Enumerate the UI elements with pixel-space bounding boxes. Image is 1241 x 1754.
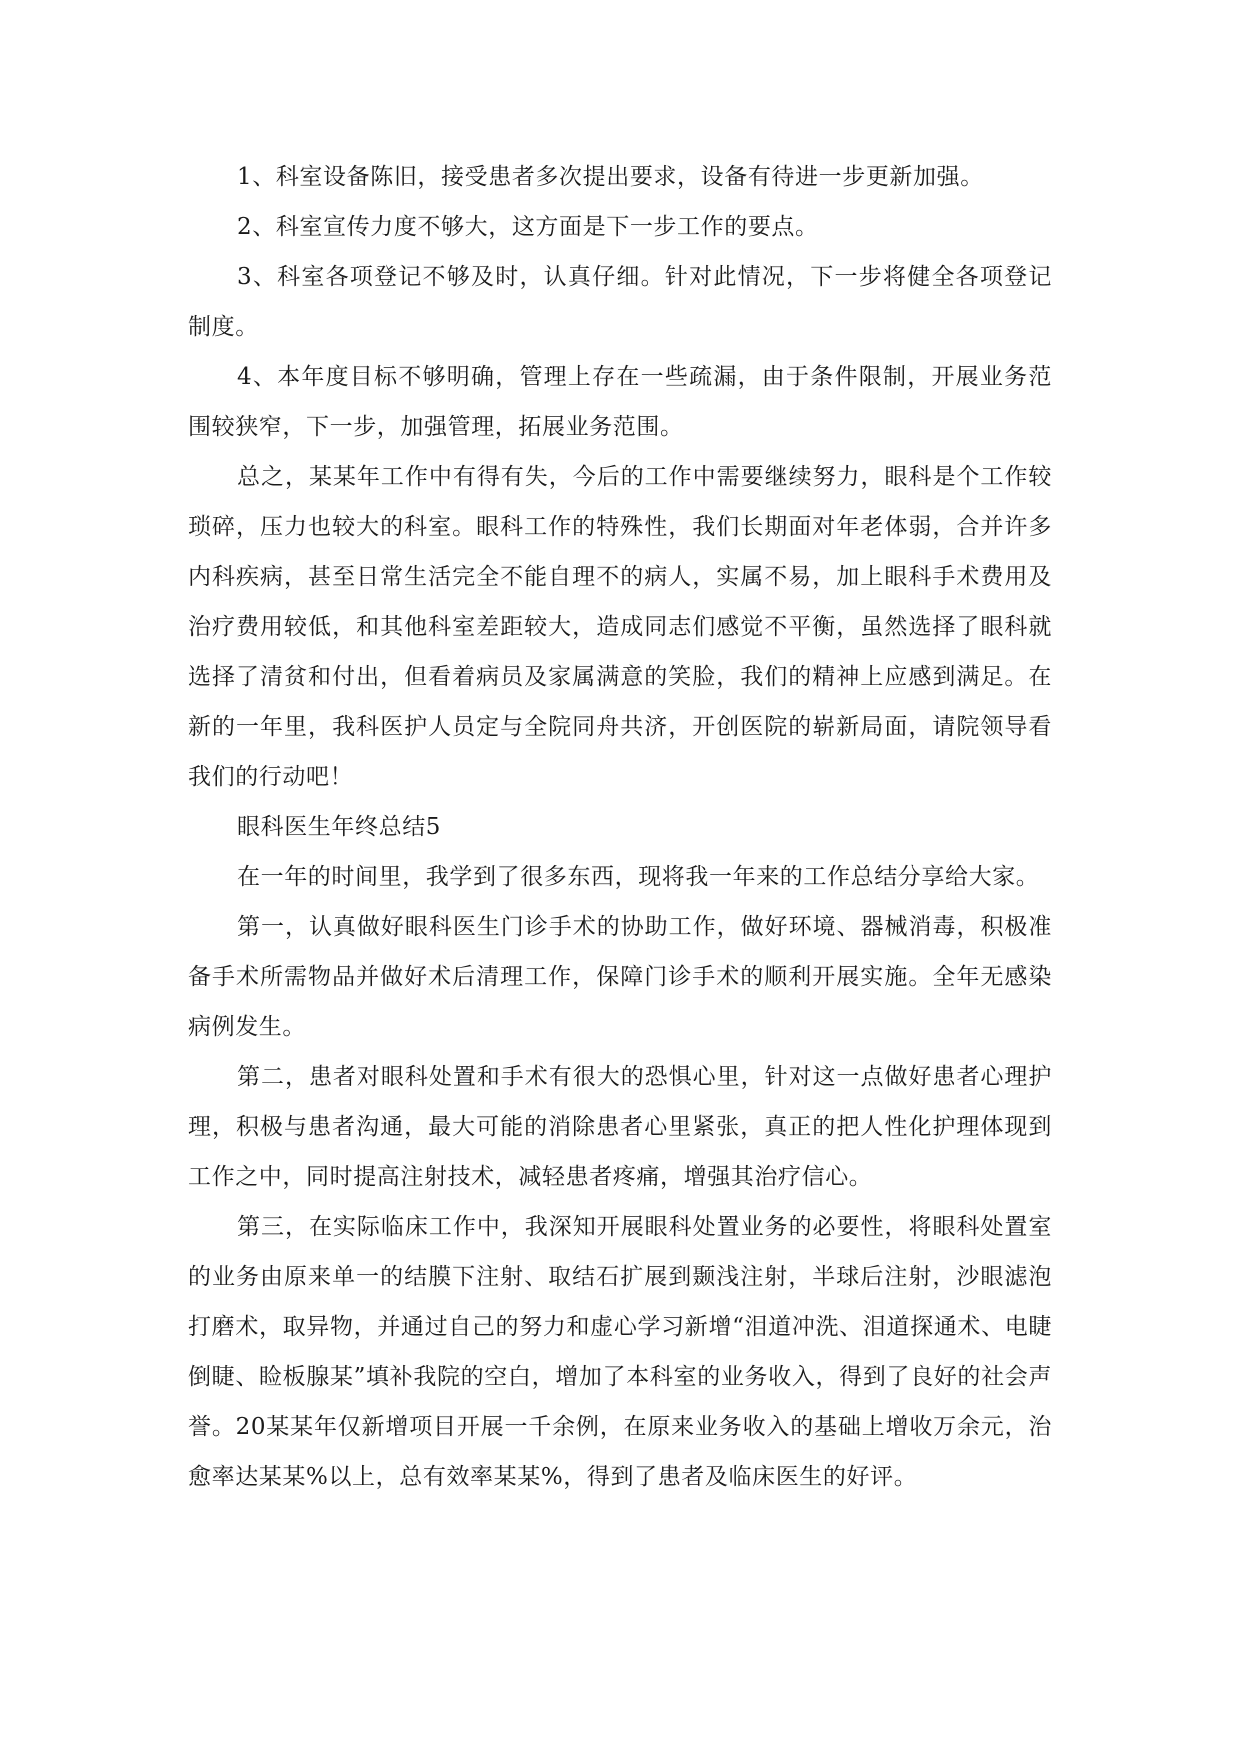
paragraph-intro: 在一年的时间里，我学到了很多东西，现将我一年来的工作总结分享给大家。 [237, 864, 1040, 890]
paragraph-first: 第一，认真做好眼科医生门诊手术的协助工作，做好环境、器械消毒，积极准备手术所需物品并做好术后清理工作，保障门诊手术的顺利开展实施。全年无感染病例发生。 [188, 914, 1052, 1040]
paragraph-issue-4: 4、本年度目标不够明确，管理上存在一些疏漏，由于条件限制，开展业务范围较狭窄，下一步，加强管理，拓展业务范围。 [188, 364, 1052, 440]
section-heading: 眼科医生年终总结5 [237, 814, 442, 840]
paragraph-issue-2: 2、科室宣传力度不够大，这方面是下一步工作的要点。 [237, 214, 819, 240]
paragraph-third: 第三，在实际临床工作中，我深知开展眼科处置业务的必要性，将眼科处置室的业务由原来单一的结膜下注射、取结石扩展到颞浅注射，半球后注射，沙眼滤泡打磨术，取异物，并通过自己的努力和虚心学习新增“泪道冲洗、泪道探通术、电睫倒睫、睑板腺某”填补我院的空白，增加了本科室的业务收入，得到了良好的社会声誉。20某某年仅新增项目开展一千余例，在原来业务收入的基础上增收万余元，治愈率达某某%以上，总有效率某某%，得到了患者及临床医生的好评。 [188, 1214, 1052, 1490]
document-body [188, 152, 1052, 1502]
paragraph-conclusion: 总之，某某年工作中有得有失，今后的工作中需要继续努力，眼科是个工作较琐碎，压力也较大的科室。眼科工作的特殊性，我们长期面对年老体弱，合并许多内科疾病，甚至日常生活完全不能自理不的病人，实属不易，加上眼科手术费用及治疗费用较低，和其他科室差距较大，造成同志们感觉不平衡，虽然选择了眼科就选择了清贫和付出，但看着病员及家属满意的笑脸，我们的精神上应感到满足。在新的一年里，我科医护人员定与全院同舟共济，开创医院的崭新局面，请院领导看我们的行动吧！ [188, 464, 1052, 790]
paragraph-issue-1: 1、科室设备陈旧，接受患者多次提出要求，设备有待进一步更新加强。 [237, 164, 984, 190]
paragraph-second: 第二，患者对眼科处置和手术有很大的恐惧心里，针对这一点做好患者心理护理，积极与患者沟通，最大可能的消除患者心里紧张，真正的把人性化护理体现到工作之中，同时提高注射技术，减轻患者疼痛，增强其治疗信心。 [188, 1064, 1052, 1190]
paragraph-issue-3: 3、科室各项登记不够及时，认真仔细。针对此情况，下一步将健全各项登记制度。 [188, 264, 1052, 340]
